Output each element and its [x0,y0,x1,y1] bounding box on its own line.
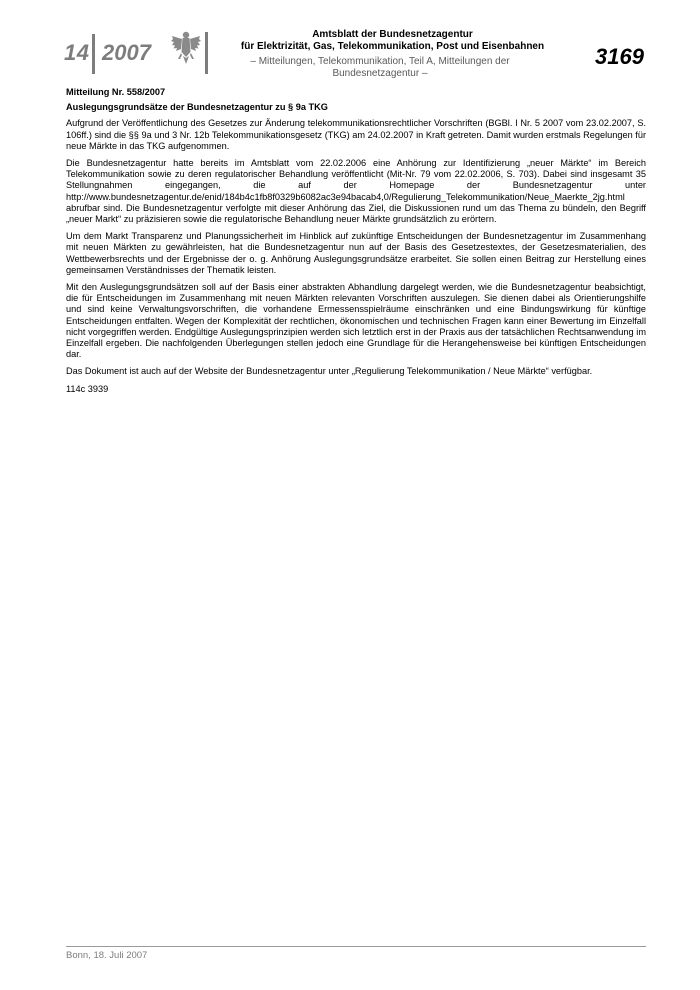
footer-date: Bonn, 18. Juli 2007 [66,950,148,961]
paragraph-5: Das Dokument ist auch auf der Website der Bundesnetzagentur unter „Regulierung Telekommunikation / Neue Märkte“ verfügbar. [66,366,593,377]
page-header [0,0,700,90]
footer-divider [66,946,646,947]
reference-code: 114c 3939 [66,383,109,394]
emblem-divider [205,32,208,74]
notice-body [66,87,646,395]
journal-title [215,29,570,53]
paragraph-3: Um dem Markt Transparenz und Planungssicherheit im Hinblick auf zukünftige Entscheidungen der Bundesnetzagentur im Zusammenhang mit neuen Märkten zu gewährleisten, hat die Bundesnetzagentur nun auf der Basis des Gesetzestextes, der Gesetzesmaterialien, des Wettbewerbsrechts und der Ergebnisse der o. g. Anhörung Auslegungsgrundsätze erarbeitet. Sie sollen einen Beitrag zur Herstellung eines gemeinsamen Verständnisses der Thematik leisten. [66,231,646,275]
page-number: 3169 [595,44,644,69]
notice-number: Mitteilung Nr. 558/2007 [66,87,166,97]
journal-title-line-1: Amtsblatt der Bundesnetzagentur [312,29,473,40]
journal-title-line-2: für Elektrizität, Gas, Telekommunikation, Post und Eisenbahnen [240,41,545,52]
journal-section-subtitle: – Mitteilungen, Telekommunikation, Teil A, Mitteilungen der Bundesnetzagentur – [250,56,510,79]
issue-year: 2007 [102,40,151,65]
paragraph-2: Die Bundesnetzagentur hatte bereits im Amtsblatt vom 22.02.2006 eine Anhörung zur Identifizierung „neuer Märkte“ im Bereich Telekommunikation sowie zu deren regulatorischer Behandlung veröffentlicht (Mit-Nr. 79 vom 22.02.2006, S. 703). Dabei sind insgesamt 35 Stellungnahmen eingegangen, die auf der Homepage der Bundesnetzagentur unter http://www.bundesnetzagentur.de/enid/184b4c1fb8f0329b6082ac3e94bacab4,0/Regulierung_Telekommunikation/Neue_Maerkte_2jg.html abrufbar sind. Die Bundesnetzagentur verfolgte mit dieser Anhörung das Ziel, die Diskussionen rund um das Thema zu bündeln, den Begriff „neuer Markt“ zu präzisieren sowie die regulatorische Behandlung neuer Märkte grundsätzlich zu erörtern. [66,158,646,225]
paragraph-4: Mit den Auslegungsgrundsätzen soll auf der Basis einer abstrakten Abhandlung dargelegt werden, wie die Bundesnetzagentur beabsichtigt, die für Entscheidungen im Zusammenhang mit neuen Märkten relevanten Vorschriften auszulegen. Sie dienen dabei als Orientierungshilfe und sind keine Verwaltungsvorschriften, die vorhandene Ermessensspielräume einschränken und eine Bindungswirkung für künftige Entscheidungen entfalten. Wegen der Komplexität der rechtlichen, ökonomischen und technischen Fragen kann einer Bewertung im Einzelfall nicht vorgegriffen werden. Endgültige Auslegungsprinzipien werden sich letztlich erst in der Praxis aus der tatsächlichen Rechtsanwendung im Einzelfall ergeben. Die nachfolgenden Überlegungen stellen jedoch eine Grundlage für die Herangehensweise bei künftigen Entscheidungen dar. [66,282,646,360]
federal-eagle-icon [170,30,202,66]
issue-number: 14 [64,40,90,65]
paragraph-1: Aufgrund der Veröffentlichung des Gesetzes zur Änderung telekommunikationsrechtlicher Vorschriften (BGBl. I Nr. 5 2007 vom 23.02.2007, S. 106ff.) sind die §§ 9a und 3 Nr. 12b Telekommunikationsgesetz (TKG) am 24.02.2007 in Kraft getreten. Damit wurden erstmals Regelungen für neue Märkte in das TKG aufgenommen. [66,118,646,151]
issue-divider [92,34,95,74]
notice-title: Auslegungsgrundsätze der Bundesnetzagentur zu § 9a TKG [66,102,328,113]
